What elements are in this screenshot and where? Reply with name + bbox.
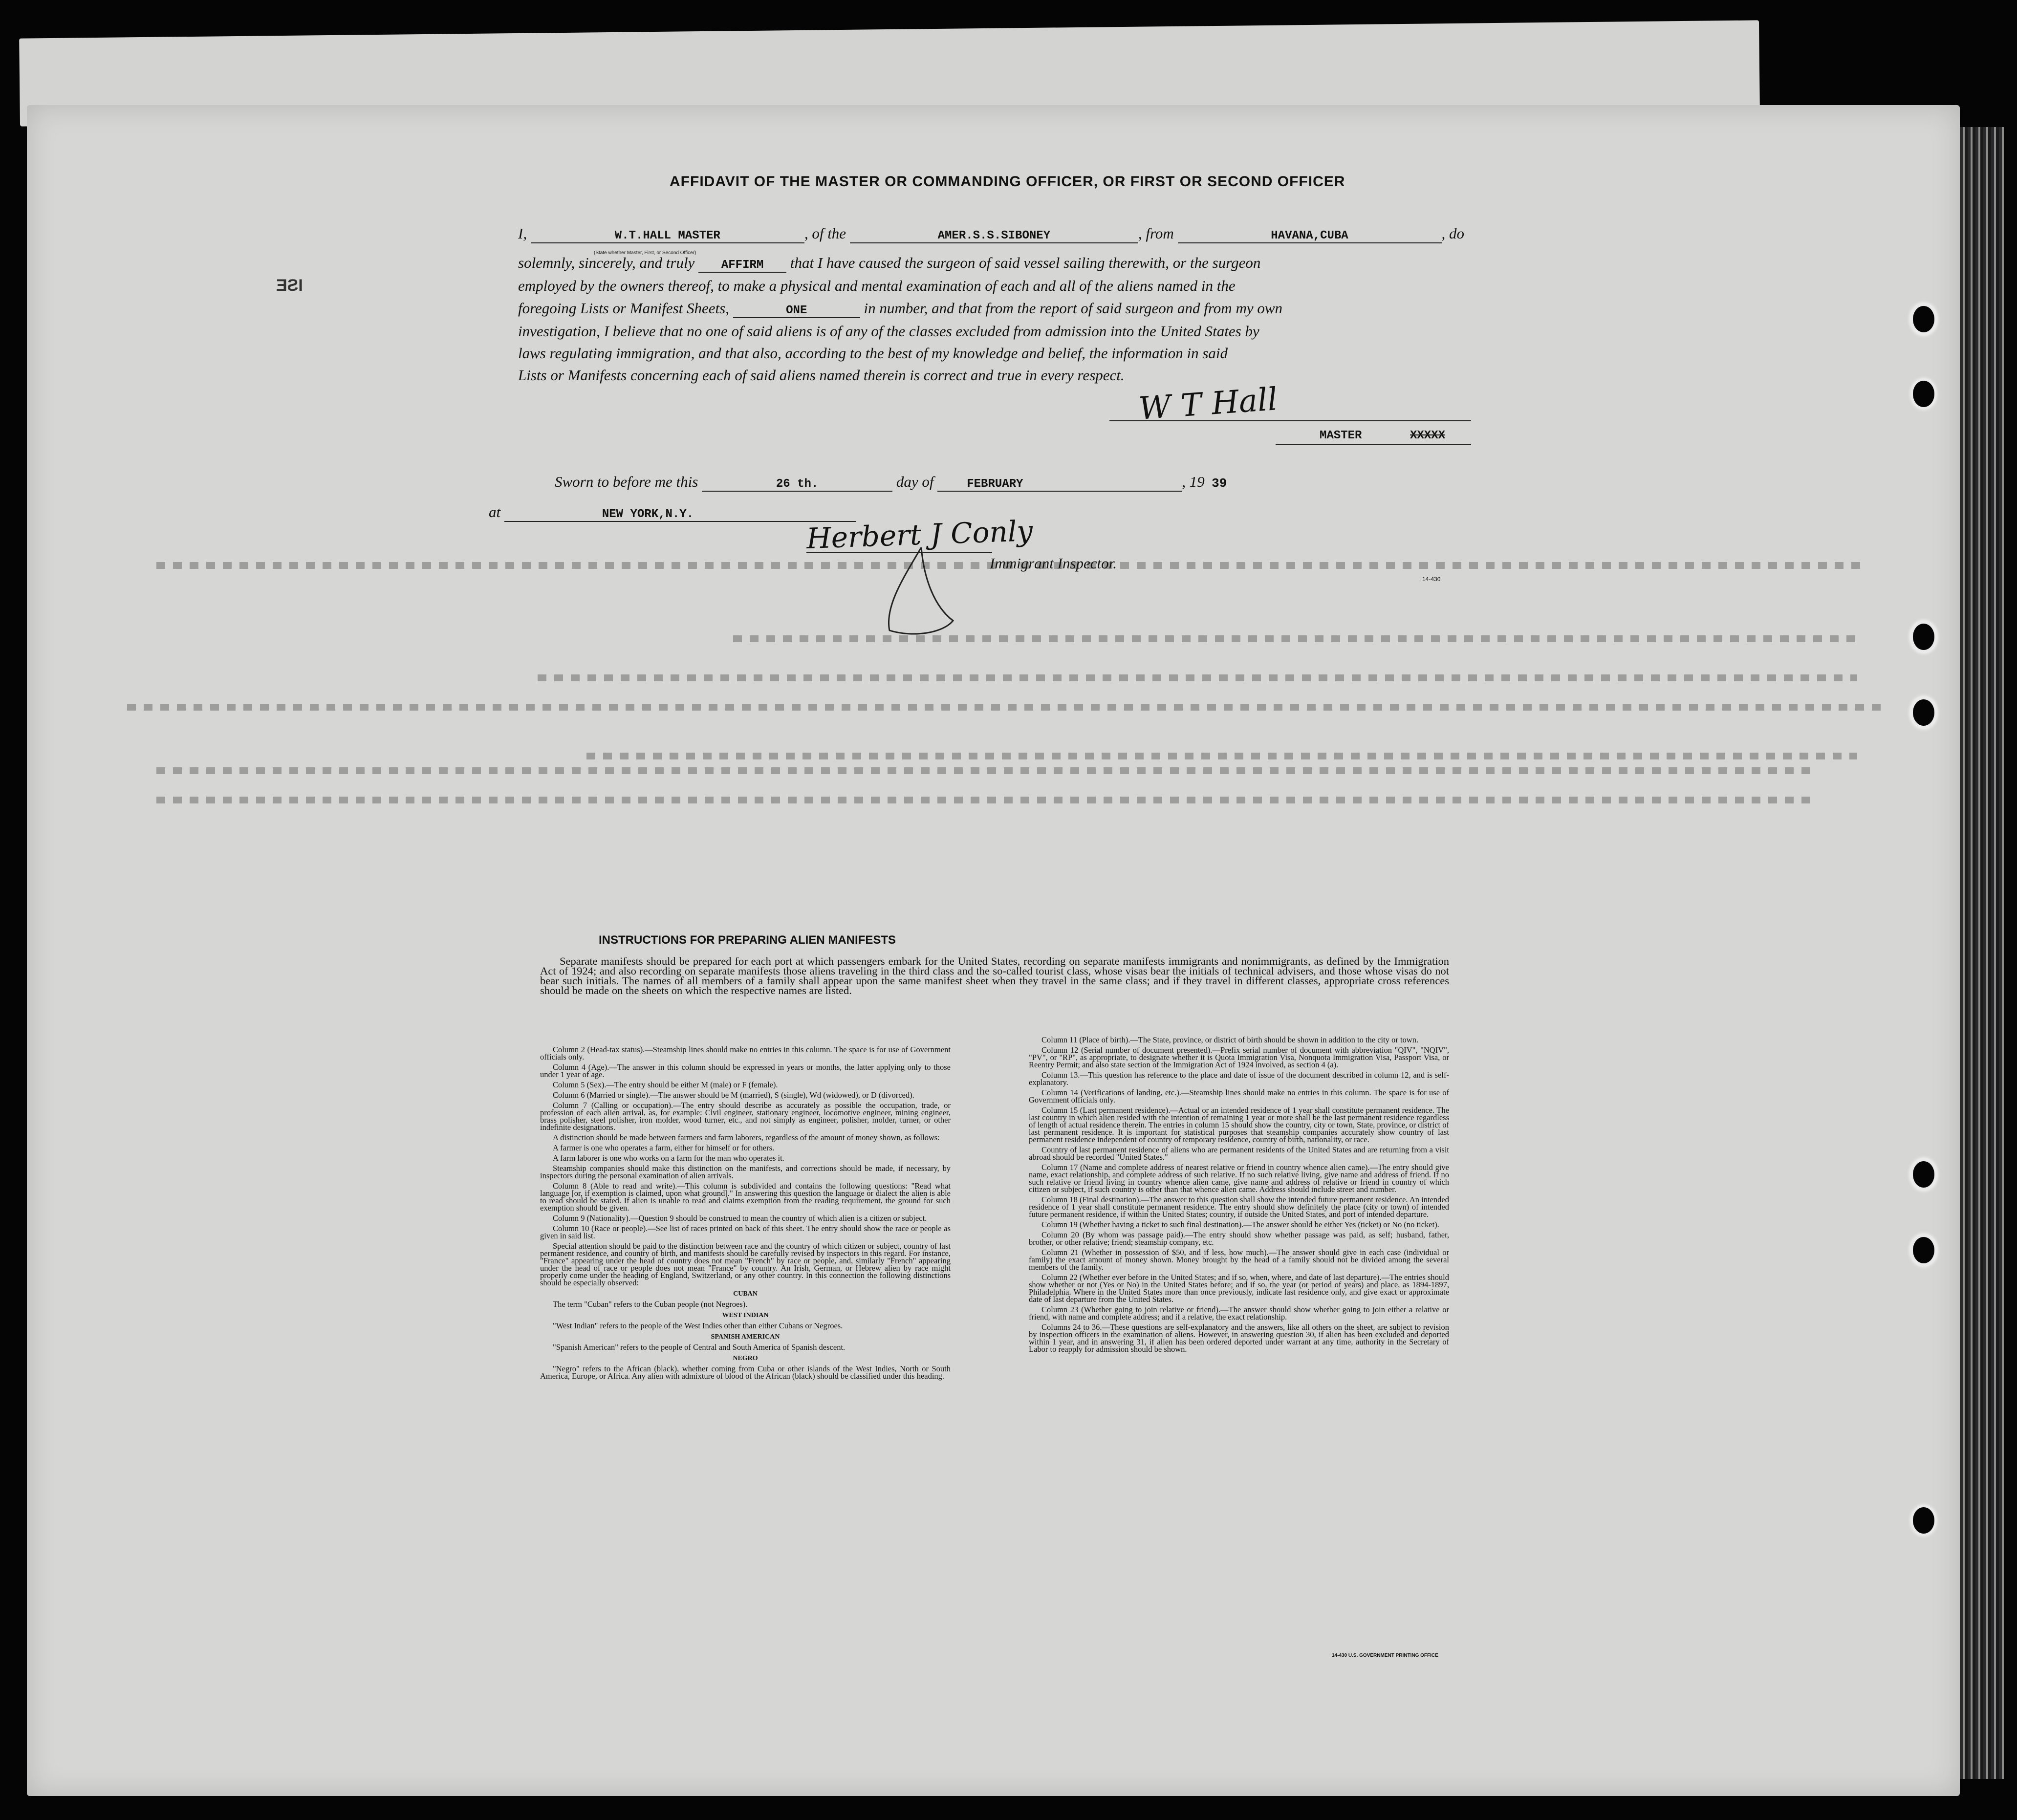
instruction-paragraph: Columns 24 to 36.—These questions are self-explanatory and the answers, like all others on the sheet, are subject to revision by inspection officers in the examination of aliens. However, in answering question 30, if alien has been excluded and deported within 1 year, and in answering 31, if alien has been ordered deported under warrant at any time, authority in the Secretary of Labor to reapply for admission should be shown. bbox=[1029, 1322, 1449, 1354]
instruction-paragraph: Column 11 (Place of birth).—The State, province, or district of birth should be shown in addition to the city or town. bbox=[1041, 1035, 1419, 1044]
instruction-paragraph: Column 2 (Head-tax status).—Steamship lines should make no entries in this column. The space is for use of Government officials only. bbox=[540, 1045, 951, 1062]
text: day of bbox=[896, 473, 934, 490]
instruction-paragraph: Special attention should be paid to the distinction between race and the country of which citizen or subject, country of last permanent residence, and country of birth, and manifests should be carefully revised by inspectors in this regard. For instance, "France" appearing under the head of country does not mean "French" by race or people, and, similarly "French" appearing under the head of race or people does not mean "France" by country. An Irish, German, or Hebrew alien by race might properly come under the heading of England, Switzerland, or any other country. In this connection the following distinctions should be especially observed: bbox=[540, 1241, 951, 1287]
inspector-signature: Herbert J Conly bbox=[805, 514, 1034, 556]
bleed-through-row bbox=[156, 797, 1818, 803]
bleed-through-row bbox=[538, 674, 1857, 681]
count-field: ONE bbox=[733, 304, 860, 318]
signature-flourish bbox=[875, 547, 968, 640]
affirm-field: AFFIRM bbox=[698, 259, 786, 273]
officer-field: W.T.HALL MASTER bbox=[531, 229, 804, 243]
cuban-definition: The term "Cuban" refers to the Cuban people (not Negroes). bbox=[553, 1300, 748, 1309]
binder-hole bbox=[1910, 621, 1937, 653]
month-field: FEBRUARY bbox=[937, 477, 1182, 492]
binder-hole bbox=[1911, 379, 1936, 409]
day-field: 26 th. bbox=[702, 477, 892, 492]
inspector-title: Immigrant Inspector. bbox=[990, 555, 1117, 572]
affidavit-line-3: employed by the owners thereof, to make a physical and mental examination of each and all of the aliens named in the bbox=[518, 277, 1236, 294]
cuban-heading: CUBAN bbox=[733, 1290, 758, 1298]
affidavit-title: AFFIDAVIT OF THE MASTER OR COMMANDING OFFICER, OR FIRST OR SECOND OFFICER bbox=[670, 173, 1345, 190]
negro-definition: "Negro" refers to the African (black), whether coming from Cuba or other islands of the West Indies, North or South America, Europe, or Africa. Any alien with admixture of blood of the African (black) should be classified under this heading. bbox=[540, 1364, 951, 1381]
vessel-field: AMER.S.S.SIBONEY bbox=[850, 229, 1138, 243]
text: , 19 bbox=[1182, 473, 1205, 490]
instruction-paragraph: Column 17 (Name and complete address of nearest relative or friend in country whence alien came).—The entry should give name, exact relationship, and complete address of such relative. If no such relative living, give name and address of friend. If no such relative or friend living in country whence alien came, give name and address of relative or friend in country of which citizen or subject, if such country is other than that whence alien came. Address should include street and number. bbox=[1029, 1163, 1449, 1194]
instruction-paragraph: A distinction should be made between farmers and farm laborers, regardless of the amount of money shown, as follows: bbox=[553, 1133, 940, 1142]
text: Sworn to before me this bbox=[555, 473, 698, 490]
instruction-paragraph: Column 21 (Whether in possession of $50, and if less, how much).—The answer should give in each case (individual or family) the exact amount of money shown. Money brought by the head of a family should not be divided among the several members of the family. bbox=[1029, 1248, 1449, 1272]
stacked-page-edges bbox=[1960, 127, 2004, 1779]
rank-struck: XXXXX bbox=[1410, 429, 1446, 442]
text: , from bbox=[1138, 225, 1174, 242]
master-signature: W T Hall bbox=[1137, 381, 1279, 427]
instruction-paragraph: Column 15 (Last permanent residence).—Actual or an intended residence of 1 year shall constitute permanent residence. The last country in which alien resided with the intention of remaining 1 year or more shall be the last permanent residence regardless of length of actual residence therein. The entries in column 15 should show the country, city or town, State, province, or district of last permanent residence. It is important for statistical purposes that steamship companies accurately show country of last permanent residence independent of country of temporary residence, country of birth, nationality, or race. bbox=[1029, 1105, 1449, 1144]
instruction-paragraph: Column 22 (Whether ever before in the United States; and if so, when, where, and date of last departure).—The entries should show whether or not (Yes or No) in the United States before; and if so, the year (or period of years) and place, as 1894-1897, Philadelphia. Where in the United States more than once previously, indicate last residence only, and give exact or approximate date of last departure from the United States. bbox=[1029, 1273, 1449, 1304]
binder-hole bbox=[1910, 1158, 1937, 1191]
text: I, bbox=[518, 225, 527, 242]
affidavit-line-4 bbox=[518, 300, 1282, 318]
place-field: NEW YORK,N.Y. bbox=[504, 508, 856, 522]
instructions-title: INSTRUCTIONS FOR PREPARING ALIEN MANIFESTS bbox=[599, 933, 896, 947]
bleed-through-row bbox=[156, 767, 1818, 774]
instruction-paragraph: Column 13.—This question has reference to the place and date of issue of the document described in column 12, and is self-explanatory. bbox=[1029, 1070, 1449, 1087]
instructions-intro: Separate manifests should be prepared for each port at which passengers embark for the United States, recording on separate manifests immigrants and nonimmigrants, as defined by the Immigration Act of 1924; and also recording on separate manifests those aliens traveling in the third class and the so-called tourist class, whose visas bear the initials of technical advisers, and those whose visas do not bear such initials. The names of all members of a family shall appear upon the same manifest sheet when they travel in the same class; and if they travel in different classes, appropriate cross references should be made on the sheets on which the respective names are listed. bbox=[540, 955, 1449, 997]
text: at bbox=[489, 503, 501, 520]
instructions-left-column bbox=[540, 1046, 951, 1383]
instruction-paragraph: A farm laborer is one who works on a farm for the man who operates it. bbox=[553, 1153, 784, 1163]
binder-hole bbox=[1910, 303, 1937, 335]
spanish-american-heading: SPANISH AMERICAN bbox=[711, 1333, 780, 1341]
instruction-paragraph: Column 19 (Whether having a ticket to such final destination).—The answer should be either Yes (ticket) or No (no ticket). bbox=[1041, 1220, 1439, 1229]
instruction-paragraph: Column 4 (Age).—The answer in this column should be expressed in years or months, the latter applying only to those under 1 year of age. bbox=[540, 1062, 951, 1079]
text: , do bbox=[1441, 225, 1464, 242]
west-indian-definition: "West Indian" refers to the people of the West Indies other than either Cubans or Negroes. bbox=[553, 1321, 843, 1330]
signature-line bbox=[1109, 420, 1471, 421]
instruction-paragraph: Column 9 (Nationality).—Question 9 should be construed to mean the country of which alien is a citizen or subject. bbox=[553, 1213, 927, 1223]
affidavit-line-5: investigation, I believe that no one of said aliens is of any of the classes excluded from admission into the United States by bbox=[518, 323, 1259, 340]
instruction-paragraph: Column 8 (Able to read and write).—This column is subdivided and contains the following questions: "Read what language [or, if exemption is claimed, upon what ground]." In answering this question the language or dialect the alien is able to read should be stated. If alien is unable to read and claims exemption from the reading requirement, the ground for such exemption should be given. bbox=[540, 1181, 951, 1213]
affidavit-line-1 bbox=[518, 225, 1464, 243]
instruction-paragraph: Country of last permanent residence of aliens who are permanent residents of the United States and are returning from a visit abroad should be recorded "United States." bbox=[1029, 1145, 1449, 1162]
affidavit-line-7: Lists or Manifests concerning each of said aliens named therein is correct and true in every respect. bbox=[518, 367, 1125, 384]
binder-hole bbox=[1911, 1505, 1936, 1536]
port-from-field: HAVANA,CUBA bbox=[1178, 229, 1442, 243]
instructions-right-column bbox=[1029, 1036, 1449, 1356]
bleed-through-row bbox=[127, 704, 1887, 711]
sworn-line bbox=[555, 473, 1234, 492]
affidavit-line-2 bbox=[518, 254, 1260, 273]
binder-hole bbox=[1910, 1234, 1937, 1266]
instruction-paragraph: Column 6 (Married or single).—The answer should be M (married), S (single), Wd (widowed), or D (divorced). bbox=[553, 1090, 914, 1100]
instruction-paragraph: Column 7 (Calling or occupation).—The entry should describe as accurately as possible the occupation, trade, or profession of each alien arrival, as, for example: Civil engineer, stationary engineer, locomotive engineer, mining engineer, brass polisher, steel polisher, iron molder, wood turner, etc., and not simply as engineer, polisher, molder, turner, or other indefinite designations. bbox=[540, 1101, 951, 1132]
text: that I have caused the surgeon of said vessel sailing therewith, or the surgeon bbox=[790, 254, 1261, 271]
spanish-american-definition: "Spanish American" refers to the people of Central and South America of Spanish descent. bbox=[553, 1343, 846, 1352]
affidavit-line-6: laws regulating immigration, and that also, according to the best of my knowledge and belief, the information in said bbox=[518, 345, 1228, 362]
binder-hole bbox=[1910, 696, 1937, 729]
instruction-paragraph: Column 10 (Race or people).—See list of races printed on back of this sheet. The entry should show the race or people as given in said list. bbox=[540, 1224, 951, 1240]
form-number: 14-430 bbox=[1422, 576, 1441, 583]
instruction-paragraph: Column 5 (Sex).—The entry should be either M (male) or F (female). bbox=[553, 1080, 778, 1089]
instruction-paragraph: Steamship companies should make this distinction on the manifests, and corrections should be made, if necessary, by inspectors during the personal examination of alien arrivals. bbox=[540, 1164, 951, 1180]
negro-heading: NEGRO bbox=[733, 1355, 758, 1362]
instruction-paragraph: Column 12 (Serial number of document presented).—Prefix serial number of document with abbreviation "QIV", "NQIV", "PV", or "RP", as appropriate, to designate whether it is Quota Immigration Visa, Nonquota Immigration Visa, Passport Visa, or Reentry Permit; and also state section of the Immigration Act of 1924 involved, as section 4 (a). bbox=[1029, 1045, 1449, 1069]
inspector-line bbox=[806, 552, 992, 553]
west-indian-heading: WEST INDIAN bbox=[722, 1312, 769, 1319]
year-field: 39 bbox=[1212, 476, 1227, 491]
text: in number, and that from the report of said surgeon and from my own bbox=[864, 300, 1283, 317]
bleed-through-row bbox=[586, 753, 1857, 759]
officer-note: (State whether Master, First, or Second Officer) bbox=[594, 250, 696, 256]
instruction-paragraph: Column 20 (By whom was passage paid).—The entry should show whether passage was paid, as self; husband, father, brother, or other relative; friend; steamship company, etc. bbox=[1029, 1230, 1449, 1247]
instruction-paragraph: A farmer is one who operates a farm, either for himself or for others. bbox=[553, 1143, 775, 1152]
text: foregoing Lists or Manifest Sheets, bbox=[518, 300, 729, 317]
instruction-paragraph: Column 23 (Whether going to join relative or friend).—The answer should show whether going to join either a relative or friend, with name and complete address; and if a relative, the exact relationship. bbox=[1029, 1305, 1449, 1322]
rank-master: MASTER bbox=[1320, 429, 1362, 442]
rank-line bbox=[1276, 444, 1471, 445]
instruction-paragraph: Column 14 (Verifications of landing, etc.).—Steamship lines should make no entries in this column. The space is for use of Government officials only. bbox=[1029, 1088, 1449, 1105]
printing-office-imprint: 14-430 U.S. GOVERNMENT PRINTING OFFICE bbox=[1332, 1653, 1438, 1658]
at-line bbox=[489, 503, 856, 522]
text: solemnly, sincerely, and truly bbox=[518, 254, 695, 271]
margin-stamp-mark: ƎƧI bbox=[276, 276, 303, 295]
text: , of the bbox=[804, 225, 846, 242]
instruction-paragraph: Column 18 (Final destination).—The answer to this question shall show the intended future permanent residence. An intended residence of 1 year shall constitute permanent residence. The entry should show definitely the place (city or town) of intended future permanent residence, if within the United States; country, if outside the United States, and port of intended departure. bbox=[1029, 1195, 1449, 1219]
